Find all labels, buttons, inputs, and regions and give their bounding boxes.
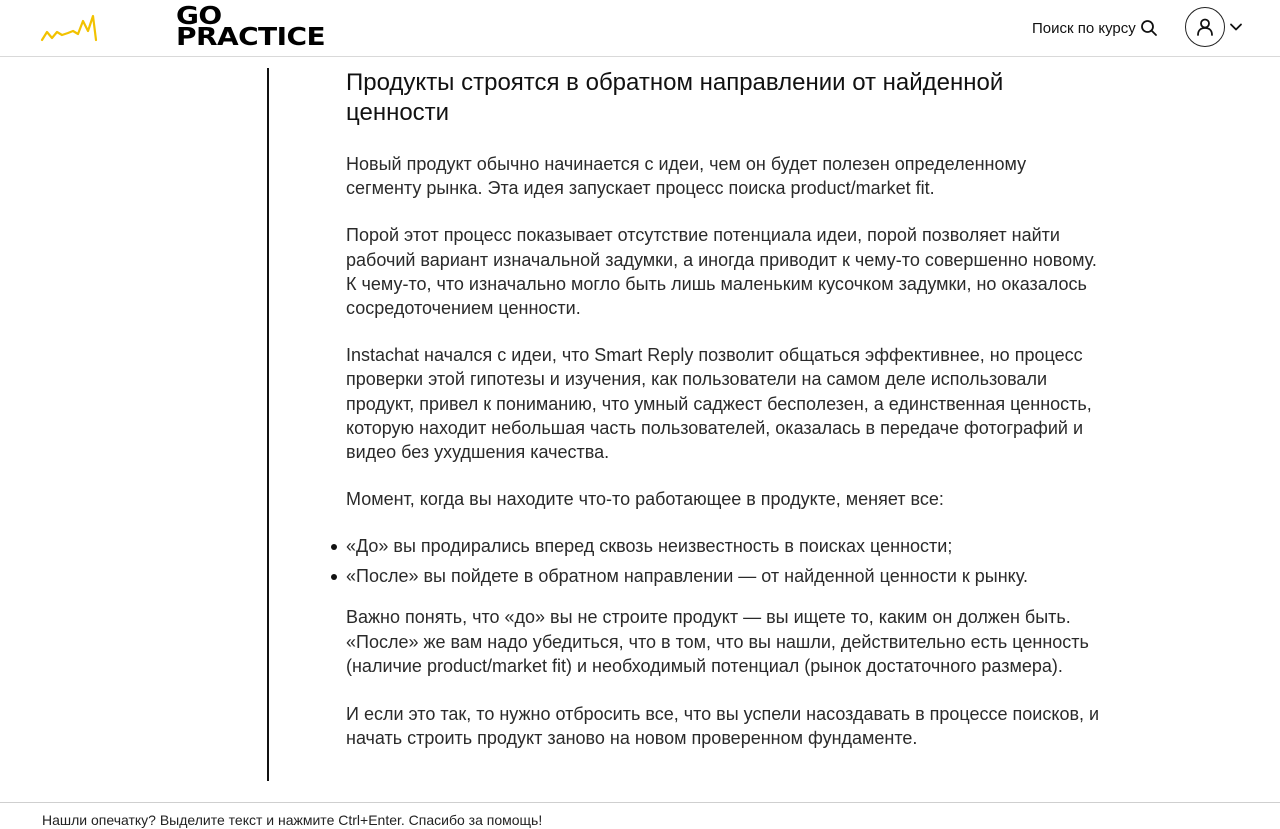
brand-logo[interactable] xyxy=(176,1,326,51)
list-item-text: «До» вы продирались вперед сквозь неизвестность в поисках ценности; xyxy=(346,536,953,557)
article-heading: Продукты строятся в обратном направлении от найденной ценности xyxy=(346,69,1004,126)
user-menu-button[interactable] xyxy=(1185,7,1243,47)
paragraph: Порой этот процесс показывает отсутствие потенциала идеи, порой позволяет найти рабочий вариант изначальной задумки, а иногда приводит к чему-то совершенно новому. К чему-то, что изначально могло быть лишь маленьким кусочком задумки, но оказалось сосредоточением ценности. xyxy=(346,225,1097,319)
top-header xyxy=(0,0,1280,57)
content-divider-line xyxy=(267,68,269,781)
bullet-dot xyxy=(331,574,337,580)
brand-line-1: GO xyxy=(176,1,222,30)
paragraph: Новый продукт обычно начинается с идеи, чем он будет полезен определенному сегменту рынка. Эта идея запускает процесс поиска product/market fit. xyxy=(346,154,1027,199)
course-search-button[interactable] xyxy=(1032,17,1158,39)
list-item xyxy=(346,534,1106,558)
bullet-list xyxy=(346,534,1106,588)
zigzag-line-logo[interactable] xyxy=(40,12,98,44)
paragraph: Важно понять, что «до» вы не строите продукт — вы ищете то, каким он должен быть. «После» же вам надо убедиться, что в том, что вы нашли, действительно есть ценность (наличие product/market fit) и необходимый потенциал (рынок достаточного размера). xyxy=(346,607,1089,676)
article-content xyxy=(346,68,1106,750)
user-icon xyxy=(1195,17,1215,37)
search-label: Поиск по курсу xyxy=(1032,19,1136,37)
paragraph: Момент, когда вы находите что-то работающее в продукте, меняет все: xyxy=(346,489,944,510)
list-item-text: «После» вы пойдете в обратном направлении — от найденной ценности к рынку. xyxy=(346,566,1028,587)
paragraph: И если это так, то нужно отбросить все, что вы успели насоздавать в процессе поисков, и начать строить продукт заново на новом проверенном фундаменте. xyxy=(346,704,1100,749)
avatar[interactable] xyxy=(1185,7,1225,47)
typo-report-text: Нашли опечатку? Выделите текст и нажмите Ctrl+Enter. Спасибо за помощь! xyxy=(42,812,543,828)
bullet-dot xyxy=(331,544,337,550)
paragraph: Instachat начался с идеи, что Smart Reply позволит общаться эффективнее, но процесс проверки этой гипотезы и изучения, как пользователи на самом деле использовали продукт, привел к пониманию, что умный саджест бесполезен, а единственная ценность, которую находит небольшая часть пользователей, оказалась в передаче фотографий и видео без ухудшения качества. xyxy=(346,345,1092,463)
list-item xyxy=(346,564,1106,588)
chevron-down-icon[interactable] xyxy=(1229,20,1243,34)
brand-line-2: PRACTICE xyxy=(176,22,326,51)
typo-report-bar xyxy=(0,802,1280,829)
search-icon xyxy=(1140,19,1158,37)
